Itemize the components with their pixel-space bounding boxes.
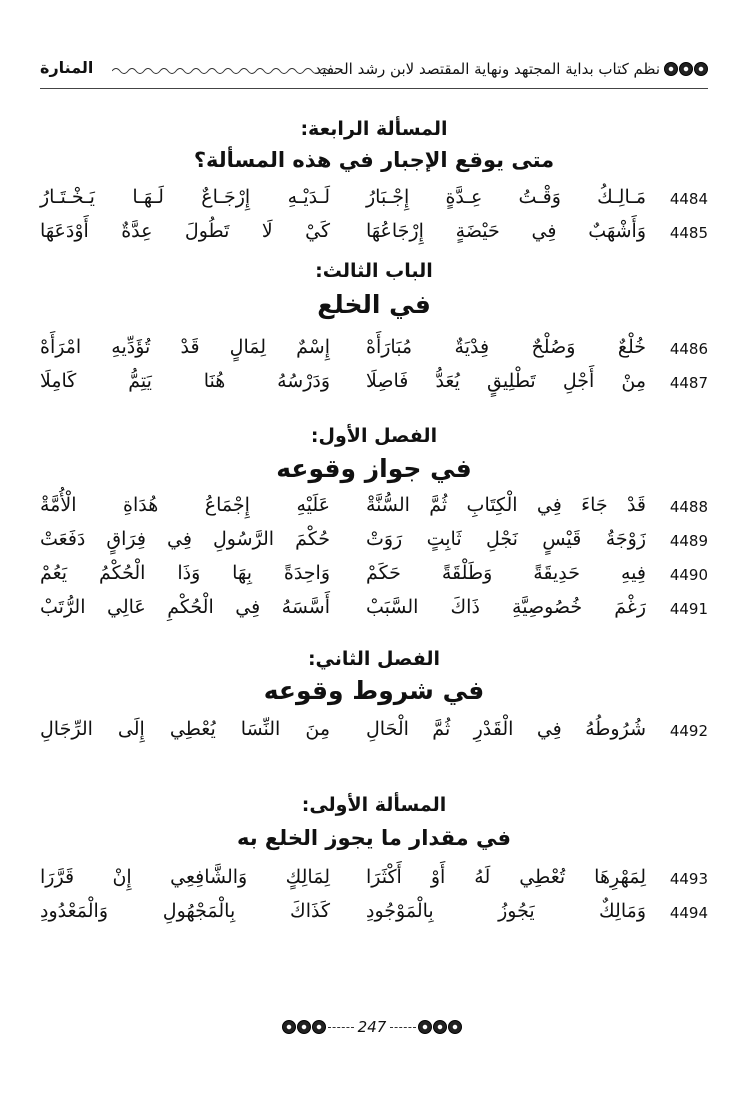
verse-row <box>40 596 708 628</box>
verse-number: 4489 <box>669 532 708 550</box>
verse-second-hemistich: مِنَ النِّسَا يُعْطِي إِلَى الرِّجَالِ <box>40 718 330 740</box>
section-subtitle-1: متى يوقع الإجبار في هذه المسألة؟ <box>193 148 555 172</box>
verse-number: 4487 <box>669 374 708 392</box>
verse-first-hemistich: زَوْجَةُ قَيْسٍ نَجْلِ ثَابِتٍ رَوَتْ <box>366 528 646 550</box>
verse-first-hemistich: خُلْعٌ وَصُلْحٌ فِدْيَةٌ مُبَارَأَهْ <box>366 336 646 358</box>
footer-dash <box>390 1027 416 1028</box>
verse-second-hemistich: وَاحِدَةً بِهَا وَذَا الْحُكْمُ يَعُمْ <box>40 562 330 584</box>
header-wave-divider <box>112 66 340 76</box>
verse-number: 4492 <box>669 722 708 740</box>
verse-first-hemistich: وَمَالِكٌ يَجُوزُ بِالْمَوْجُودِ <box>366 900 646 922</box>
verse-first-hemistich: مِنْ أَجْلِ تَطْلِيقٍ يُعَدُّ فَاصِلَا <box>366 370 646 392</box>
verse-first-hemistich: رَغْمَ خُصُوصِيَّةِ ذَاكَ السَّبَبْ <box>366 596 646 618</box>
header-rule <box>40 88 708 89</box>
verse-first-hemistich: فِيهِ حَدِيقَةً وَطَلْقَةً حَكَمْ <box>366 562 646 584</box>
verse-number: 4493 <box>669 870 708 888</box>
footer-ornament-right-icon <box>418 1020 462 1034</box>
section-subtitle-3: في جواز وقوعه <box>276 454 472 483</box>
verse-row <box>40 528 708 560</box>
verse-first-hemistich: شُرُوطُهُ فِي الْقَدْرِ ثُمَّ الْحَالِ <box>366 718 646 740</box>
verse-number: 4491 <box>669 600 708 618</box>
verse-number: 4485 <box>669 224 708 242</box>
verse-row <box>40 718 708 750</box>
verse-row <box>40 562 708 594</box>
verse-number: 4486 <box>669 340 708 358</box>
verse-row <box>40 220 708 252</box>
verse-number: 4490 <box>669 566 708 584</box>
page-footer <box>0 1018 744 1036</box>
verse-second-hemistich: إِسْمٌ لِمَالٍ قَدْ تُؤَدِّيهِ امْرَأَهْ <box>40 336 330 358</box>
verse-number: 4484 <box>669 190 708 208</box>
section-title-5: المسألة الأولى: <box>301 794 447 816</box>
verse-row <box>40 494 708 526</box>
verse-second-hemistich: كَذَاكَ بِالْمَجْهُولِ وَالْمَعْدُودِ <box>40 900 330 922</box>
header-title: نظم كتاب بداية المجتهد ونهاية المقتصد لابن رشد الحفيد <box>314 60 660 78</box>
page-header <box>40 58 708 94</box>
verse-first-hemistich: لِمَهْرِهَا تُعْطِي لَهُ أَوْ أَكْثَرَا <box>366 866 646 888</box>
verse-first-hemistich: قَدْ جَاءَ فِي الْكِتَابِ ثُمَّ السُّنَّةْ <box>366 494 646 516</box>
verse-second-hemistich: وَدَرْسُهُ هُنَا يَتِمُّ كَامِلَا <box>40 370 330 392</box>
verse-row <box>40 866 708 898</box>
section-subtitle-4: في شروط وقوعه <box>263 676 485 705</box>
verse-second-hemistich: أَسَّسَهُ فِي الْحُكْمِ عَالِي الرُّتَبْ <box>40 596 330 618</box>
footer-dash <box>328 1027 354 1028</box>
verse-row <box>40 370 708 402</box>
verse-second-hemistich: عَلَيْهِ إِجْمَاعُ هُدَاةِ الْأُمَّةْ <box>40 494 330 516</box>
section-subtitle-2: في الخلع <box>317 290 431 319</box>
section-title-2: الباب الثالث: <box>315 260 433 282</box>
footer-ornament-left-icon <box>282 1020 326 1034</box>
section-title-3: الفصل الأول: <box>310 425 438 447</box>
verse-second-hemistich: لَـدَيْـهِ إِرْجَـاعٌ لَـهَـا يَـخْـتَـارُ <box>40 186 330 208</box>
verse-row <box>40 900 708 932</box>
verse-first-hemistich: مَـالِـكُ وَقْـتُ عِـدَّةٍ إِجْـبَارُ <box>366 186 646 208</box>
verse-second-hemistich: كَيْ لَا تَطُولَ عِدَّةٌ أَوْدَعَهَا <box>40 220 330 242</box>
header-ornament-icon <box>664 62 708 76</box>
page-number: 247 <box>357 1018 387 1036</box>
verse-row <box>40 186 708 218</box>
section-title-1: المسألة الرابعة: <box>300 118 448 140</box>
section-title-4: الفصل الثاني: <box>307 648 441 670</box>
verse-second-hemistich: لِمَالِكٍ وَالشَّافِعِي إِنْ قَرَّرَا <box>40 866 330 888</box>
verse-first-hemistich: وَأَشْهَبٌ فِي حَيْضَةٍ إِرْجَاعُهَا <box>366 220 646 242</box>
header-book-name: المنارة <box>40 58 94 77</box>
verse-row <box>40 336 708 368</box>
verse-number: 4488 <box>669 498 708 516</box>
verse-number: 4494 <box>669 904 708 922</box>
header-title-group <box>314 60 708 78</box>
verse-second-hemistich: حُكْمَ الرَّسُولِ فِي فِرَاقٍ دَفَعَتْ <box>40 528 330 550</box>
section-subtitle-5: في مقدار ما يجوز الخلع به <box>236 826 511 850</box>
